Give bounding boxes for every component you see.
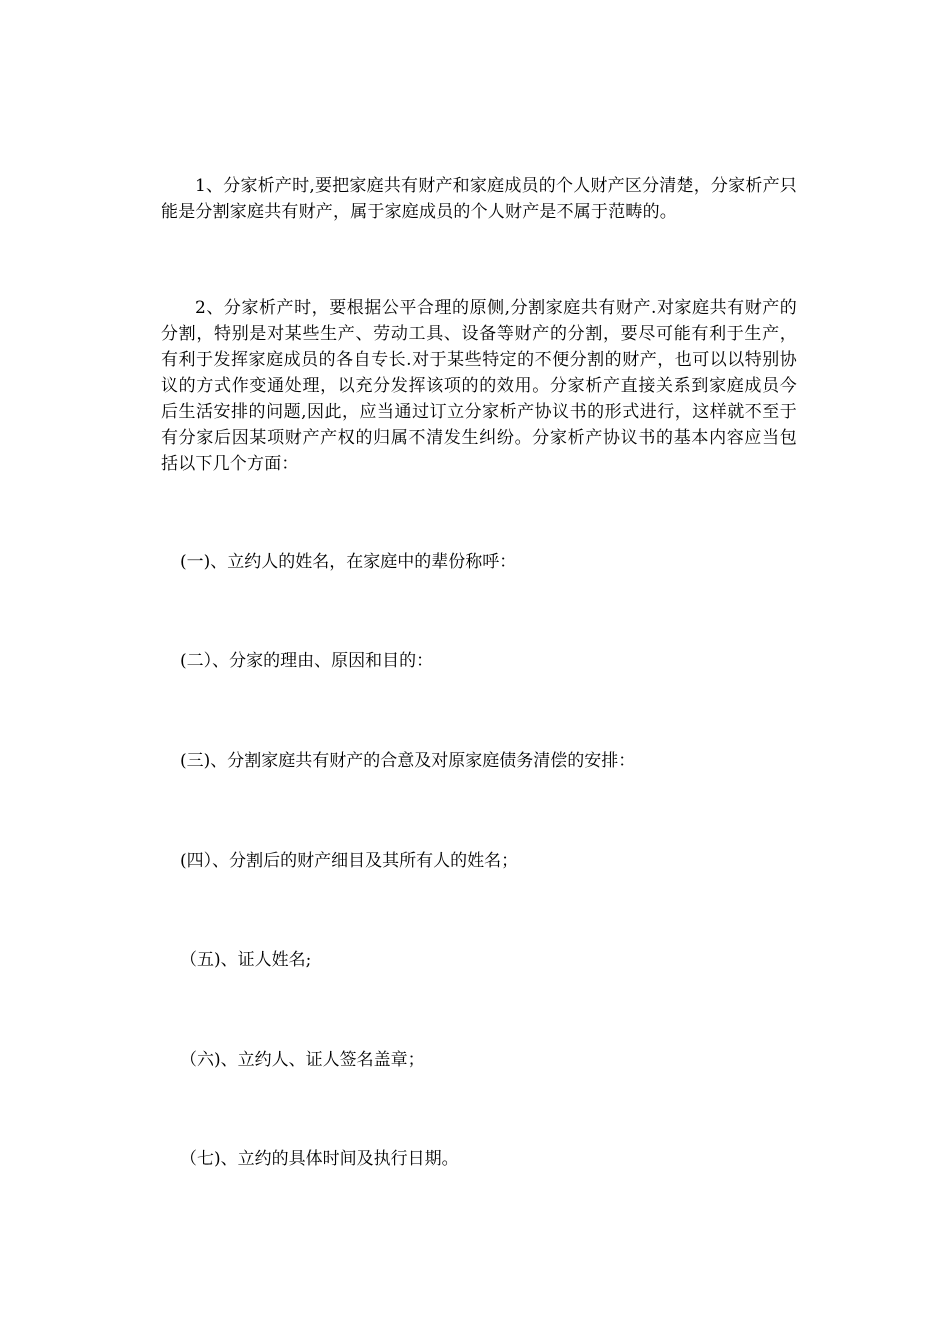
list-item-6: （六)、立约人、证人签名盖章；	[180, 1050, 425, 1070]
list-item-1: (一)、立约人的姓名，在家庭中的辈份称呼：	[180, 552, 517, 572]
paragraph-1: 1、分家析产时,要把家庭共有财产和家庭成员的个人财产区分清楚，分家析产只能是分割家庭共有财产，属于家庭成员的个人财产是不属于范畴的。	[161, 176, 797, 222]
list-item-2: (二）、分家的理由、原因和目的：	[180, 651, 434, 671]
list-item-3: (三)、分割家庭共有财产的合意及对原家庭债务清偿的安排：	[180, 751, 636, 771]
list-item-4: (四）、分割后的财产细目及其所有人的姓名；	[180, 851, 519, 871]
list-item-7: （七)、立约的具体时间及执行日期。	[180, 1149, 459, 1169]
list-item-5: （五)、证人姓名;	[180, 950, 312, 970]
paragraph-2: 2、分家析产时，要根据公平合理的原侧,分割家庭共有财产.对家庭共有财产的分割，特别是对某些生产、劳动工具、设备等财产的分割，要尽可能有利于生产，有利于发挥家庭成员的各自专长.对于某些特定的不便分割的财产，也可以以特别协议的方式作变通处理，以充分发挥该项的的效用。分家析产直接关系到家庭成员今后生活安排的问题,因此，应当通过订立分家析产协议书的形式进行，这样就不至于有分家后因某项财产产权的归属不清发生纠纷。分家析产协议书的基本内容应当包括以下几个方面：	[161, 298, 797, 474]
